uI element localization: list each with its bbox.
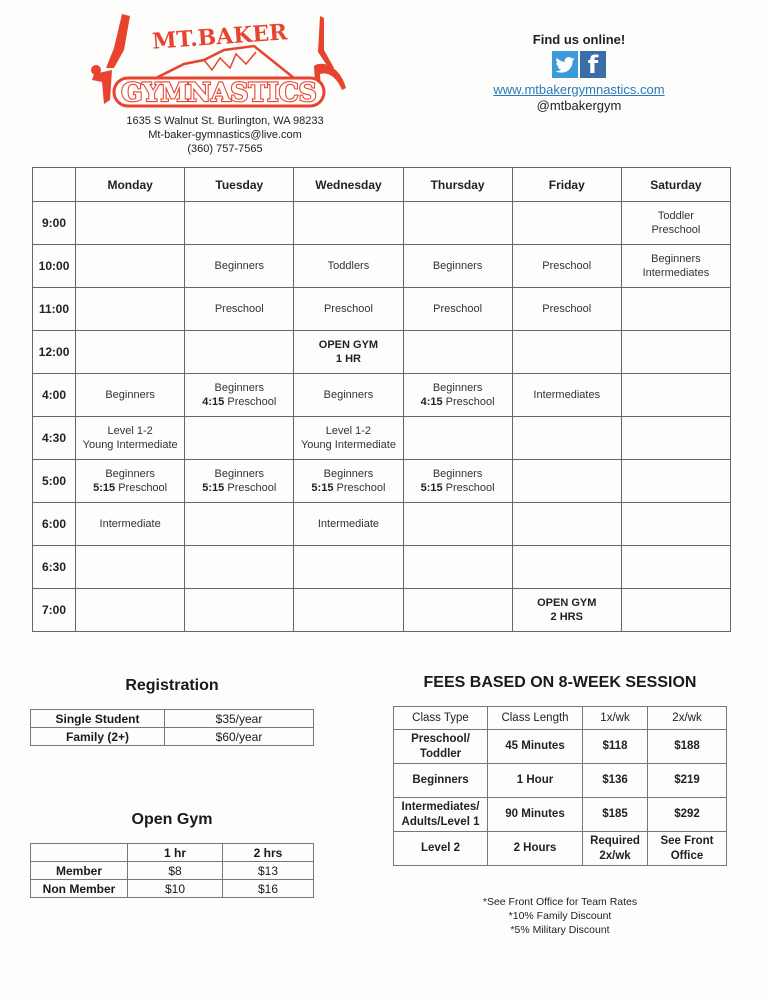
class-line: Beginners (105, 389, 155, 401)
class-name: Preschool (442, 396, 495, 408)
schedule-cell (185, 374, 294, 417)
class-line: OPEN GYM (318, 339, 379, 351)
fees-cell-length: 2 Hours (488, 832, 583, 866)
class-time: 5:15 (93, 482, 116, 494)
schedule-cell (294, 417, 403, 460)
class-name: Preschool (224, 482, 277, 494)
time-slot: 5:00 (33, 460, 76, 503)
fees-cell-length: 45 Minutes (488, 730, 583, 764)
schedule-cell (512, 202, 621, 245)
class-line (404, 481, 512, 495)
registration-table (30, 709, 314, 746)
fees-cell-line: $185 (602, 808, 628, 820)
class-line (185, 481, 293, 495)
class-line: 1 HR (335, 353, 361, 365)
class-name: Preschool (115, 482, 168, 494)
schedule-cell (403, 546, 512, 589)
fees-cell-line: Preschool/ (411, 732, 470, 745)
schedule-cell (76, 288, 185, 331)
time-slot: 11:00 (33, 288, 76, 331)
time-slot: 9:00 (33, 202, 76, 245)
fees-cell-x1 (583, 730, 648, 764)
open-gym-price: $16 (223, 880, 314, 898)
schedule-cell (76, 331, 185, 374)
schedule-cell (294, 460, 403, 503)
schedule-cell (512, 331, 621, 374)
fees-cell-line: Level 2 (421, 842, 460, 854)
schedule-cell (76, 417, 185, 460)
class-line: Preschool (542, 303, 592, 315)
fees-cell-line: Toddler (419, 747, 462, 760)
time-slot: 4:00 (33, 374, 76, 417)
open-gym-title: Open Gym (131, 811, 213, 828)
time-slot: 7:00 (33, 589, 76, 632)
day-header-friday: Friday (512, 168, 621, 202)
schedule-cell (512, 503, 621, 546)
registration-row (31, 728, 314, 746)
fees-cell-length: 1 Hour (488, 764, 583, 798)
schedule-cell (512, 374, 621, 417)
schedule-cell (512, 288, 621, 331)
class-line: Beginners (105, 468, 155, 480)
class-line: Preschool (433, 303, 483, 315)
class-line (185, 395, 293, 409)
fees-row (394, 832, 727, 866)
schedule-cell (294, 503, 403, 546)
schedule-row (33, 503, 731, 546)
schedule-cell (512, 417, 621, 460)
day-header-saturday: Saturday (621, 168, 730, 202)
time-slot: 6:30 (33, 546, 76, 589)
day-header-thursday: Thursday (403, 168, 512, 202)
schedule-cell (512, 245, 621, 288)
logo-top-text: MT.BAKER (151, 19, 289, 55)
fees-cell-line: See Front (660, 834, 714, 847)
logo-graphic (84, 10, 346, 110)
fees-cell-line: 2x/wk (599, 849, 631, 862)
class-line: Young Intermediate (82, 439, 178, 451)
class-line: Beginners (323, 389, 374, 401)
class-line: Beginners (214, 382, 265, 394)
class-line: Preschool (214, 303, 264, 315)
schedule-cell (294, 331, 403, 374)
schedule-cell (403, 374, 512, 417)
class-name: Preschool (333, 482, 386, 494)
schedule-cell (621, 503, 730, 546)
note: *5% Military Discount (510, 924, 610, 936)
fees-cell-line: $118 (602, 740, 628, 752)
schedule-cell (185, 460, 294, 503)
registration-price: $35/year (165, 710, 314, 728)
schedule-cell (403, 503, 512, 546)
facebook-icon[interactable]: f (580, 51, 606, 78)
day-header-tuesday: Tuesday (185, 168, 294, 202)
twitter-icon[interactable] (552, 51, 578, 78)
class-time: 5:15 (311, 482, 334, 494)
website-link[interactable]: www.mtbakergymnastics.com (493, 82, 665, 97)
schedule-row (33, 417, 731, 460)
fees-cell-line: $136 (602, 774, 628, 786)
schedule-row (33, 589, 731, 632)
schedule-row (33, 460, 731, 503)
open-gym-header: 2 hrs (223, 844, 314, 862)
schedule-cell (403, 288, 512, 331)
open-gym-price: $8 (128, 862, 223, 880)
fees-header: 1x/wk (583, 707, 648, 730)
note: *See Front Office for Team Rates (482, 896, 638, 908)
class-line: Beginners (432, 260, 483, 272)
fees-row (394, 730, 727, 764)
fees-cell-line: Office (670, 849, 704, 862)
schedule-cell (185, 288, 294, 331)
logo-main-text: GYMNASTICS (121, 78, 317, 107)
online-section (484, 32, 674, 113)
fees-cell-type (394, 798, 488, 832)
day-header-wednesday: Wednesday (294, 168, 403, 202)
schedule-header-row (33, 168, 731, 202)
fees-cell-line: Beginners (412, 774, 469, 786)
time-slot: 4:30 (33, 417, 76, 460)
address: 1635 S Walnut St. Burlington, WA 98233 (126, 115, 324, 127)
class-line: Preschool (323, 303, 373, 315)
fees-header: 2x/wk (648, 707, 727, 730)
class-line: 2 HRS (550, 611, 583, 623)
class-line: Beginners (651, 253, 701, 265)
class-time: 5:15 (420, 482, 443, 494)
fees-cell-x1 (583, 832, 648, 866)
schedule-cell (621, 460, 730, 503)
open-gym-price: $10 (128, 880, 223, 898)
schedule-cell (185, 503, 294, 546)
class-line: Beginners (432, 382, 483, 394)
online-heading: Find us online! (532, 32, 626, 47)
class-line: Intermediate (317, 518, 380, 530)
class-line (294, 481, 402, 495)
registration-row (31, 710, 314, 728)
schedule-cell (512, 460, 621, 503)
open-gym-price: $13 (223, 862, 314, 880)
schedule-row (33, 245, 731, 288)
registration-label: Family (2+) (31, 728, 165, 746)
class-name: Preschool (442, 482, 495, 494)
corner-cell (33, 168, 76, 202)
schedule-cell (76, 202, 185, 245)
time-slot: 6:00 (33, 503, 76, 546)
schedule-cell (512, 589, 621, 632)
schedule-row (33, 288, 731, 331)
schedule-cell (76, 460, 185, 503)
schedule-cell (621, 245, 730, 288)
fees-cell-line: Required (590, 834, 640, 847)
fees-table (393, 706, 727, 866)
class-time: 4:15 (420, 396, 443, 408)
class-line: Beginners (323, 468, 374, 480)
schedule-cell (76, 503, 185, 546)
schedule-row (33, 202, 731, 245)
class-line: Toddler (657, 210, 694, 222)
schedule-cell (621, 331, 730, 374)
schedule-cell (621, 546, 730, 589)
fees-cell-line: Adults/Level 1 (401, 815, 480, 828)
fees-cell-x2 (648, 764, 727, 798)
time-slot: 10:00 (33, 245, 76, 288)
fees-cell-length: 90 Minutes (488, 798, 583, 832)
fees-cell-type (394, 764, 488, 798)
fees-cell-x1 (583, 798, 648, 832)
schedule-cell (294, 202, 403, 245)
class-line: Intermediates (642, 267, 710, 279)
class-line: Toddlers (327, 260, 370, 272)
class-line: Beginners (432, 468, 483, 480)
open-gym-label: Non Member (31, 880, 128, 898)
registration-title: Registration (125, 677, 219, 694)
class-line: Beginners (214, 468, 265, 480)
fees-cell-line: $292 (674, 808, 700, 820)
schedule-cell (403, 202, 512, 245)
schedule-cell (185, 331, 294, 374)
schedule-cell (403, 417, 512, 460)
open-gym-row (31, 880, 314, 898)
schedule-row (33, 546, 731, 589)
email[interactable]: Mt-baker-gymnastics@live.com (148, 129, 302, 141)
schedule-cell (621, 374, 730, 417)
schedule-cell (512, 546, 621, 589)
class-line: OPEN GYM (537, 597, 597, 609)
schedule-cell (76, 589, 185, 632)
schedule-cell (403, 589, 512, 632)
fees-cell-type (394, 832, 488, 866)
schedule-cell (294, 546, 403, 589)
class-time: 4:15 (202, 396, 225, 408)
schedule-cell (76, 245, 185, 288)
class-line: Intermediate (99, 518, 161, 530)
fees-cell-x1 (583, 764, 648, 798)
fees-notes (470, 895, 650, 937)
registration-label: Single Student (31, 710, 165, 728)
schedule-cell (294, 374, 403, 417)
open-gym-header (31, 844, 128, 862)
schedule-cell (185, 202, 294, 245)
schedule-cell (76, 374, 185, 417)
fees-row (394, 764, 727, 798)
schedule-cell (403, 331, 512, 374)
fees-row (394, 798, 727, 832)
schedule-cell (185, 546, 294, 589)
schedule-cell (621, 589, 730, 632)
class-line: Young Intermediate (300, 439, 396, 451)
schedule-cell (185, 417, 294, 460)
fees-cell-x2 (648, 730, 727, 764)
open-gym-header-row (31, 844, 314, 862)
class-line (404, 395, 512, 409)
time-slot: 12:00 (33, 331, 76, 374)
class-line: Intermediates (533, 389, 601, 401)
class-line (76, 481, 184, 495)
social-icons (484, 51, 674, 79)
fees-cell-x2 (648, 832, 727, 866)
social-handle: @mtbakergym (536, 98, 622, 113)
note: *10% Family Discount (508, 910, 612, 922)
weekly-schedule-table (32, 167, 731, 632)
schedule-row (33, 374, 731, 417)
schedule-cell (294, 589, 403, 632)
schedule-cell (294, 288, 403, 331)
schedule-cell (621, 202, 730, 245)
schedule-cell (76, 546, 185, 589)
class-line: Level 1-2 (325, 425, 372, 437)
fees-title: FEES BASED ON 8-WEEK SESSION (423, 674, 697, 691)
schedule-cell (621, 417, 730, 460)
logo (84, 10, 346, 110)
class-line: Beginners (214, 260, 265, 272)
day-header-monday: Monday (76, 168, 185, 202)
schedule-cell (294, 245, 403, 288)
fees-cell-line: $188 (674, 740, 700, 752)
open-gym-label: Member (31, 862, 128, 880)
schedule-row (33, 331, 731, 374)
registration-price: $60/year (165, 728, 314, 746)
fees-cell-type (394, 730, 488, 764)
schedule-cell (621, 288, 730, 331)
open-gym-row (31, 862, 314, 880)
fees-cell-line: $219 (674, 774, 700, 786)
class-name: Preschool (224, 396, 277, 408)
class-line: Preschool (542, 260, 592, 272)
schedule-cell (185, 589, 294, 632)
open-gym-header: 1 hr (128, 844, 223, 862)
class-line: Level 1-2 (107, 425, 153, 437)
fees-cell-line: Intermediates/ (401, 800, 480, 813)
class-time: 5:15 (202, 482, 225, 494)
fees-header-row (394, 707, 727, 730)
contact-info (110, 114, 340, 156)
schedule-cell (185, 245, 294, 288)
schedule-cell (403, 460, 512, 503)
fees-cell-x2 (648, 798, 727, 832)
fees-header: Class Length (488, 707, 583, 730)
phone: (360) 757-7565 (187, 143, 263, 155)
open-gym-table (30, 843, 314, 898)
fees-header: Class Type (394, 707, 488, 730)
schedule-cell (403, 245, 512, 288)
class-line: Preschool (651, 224, 701, 236)
